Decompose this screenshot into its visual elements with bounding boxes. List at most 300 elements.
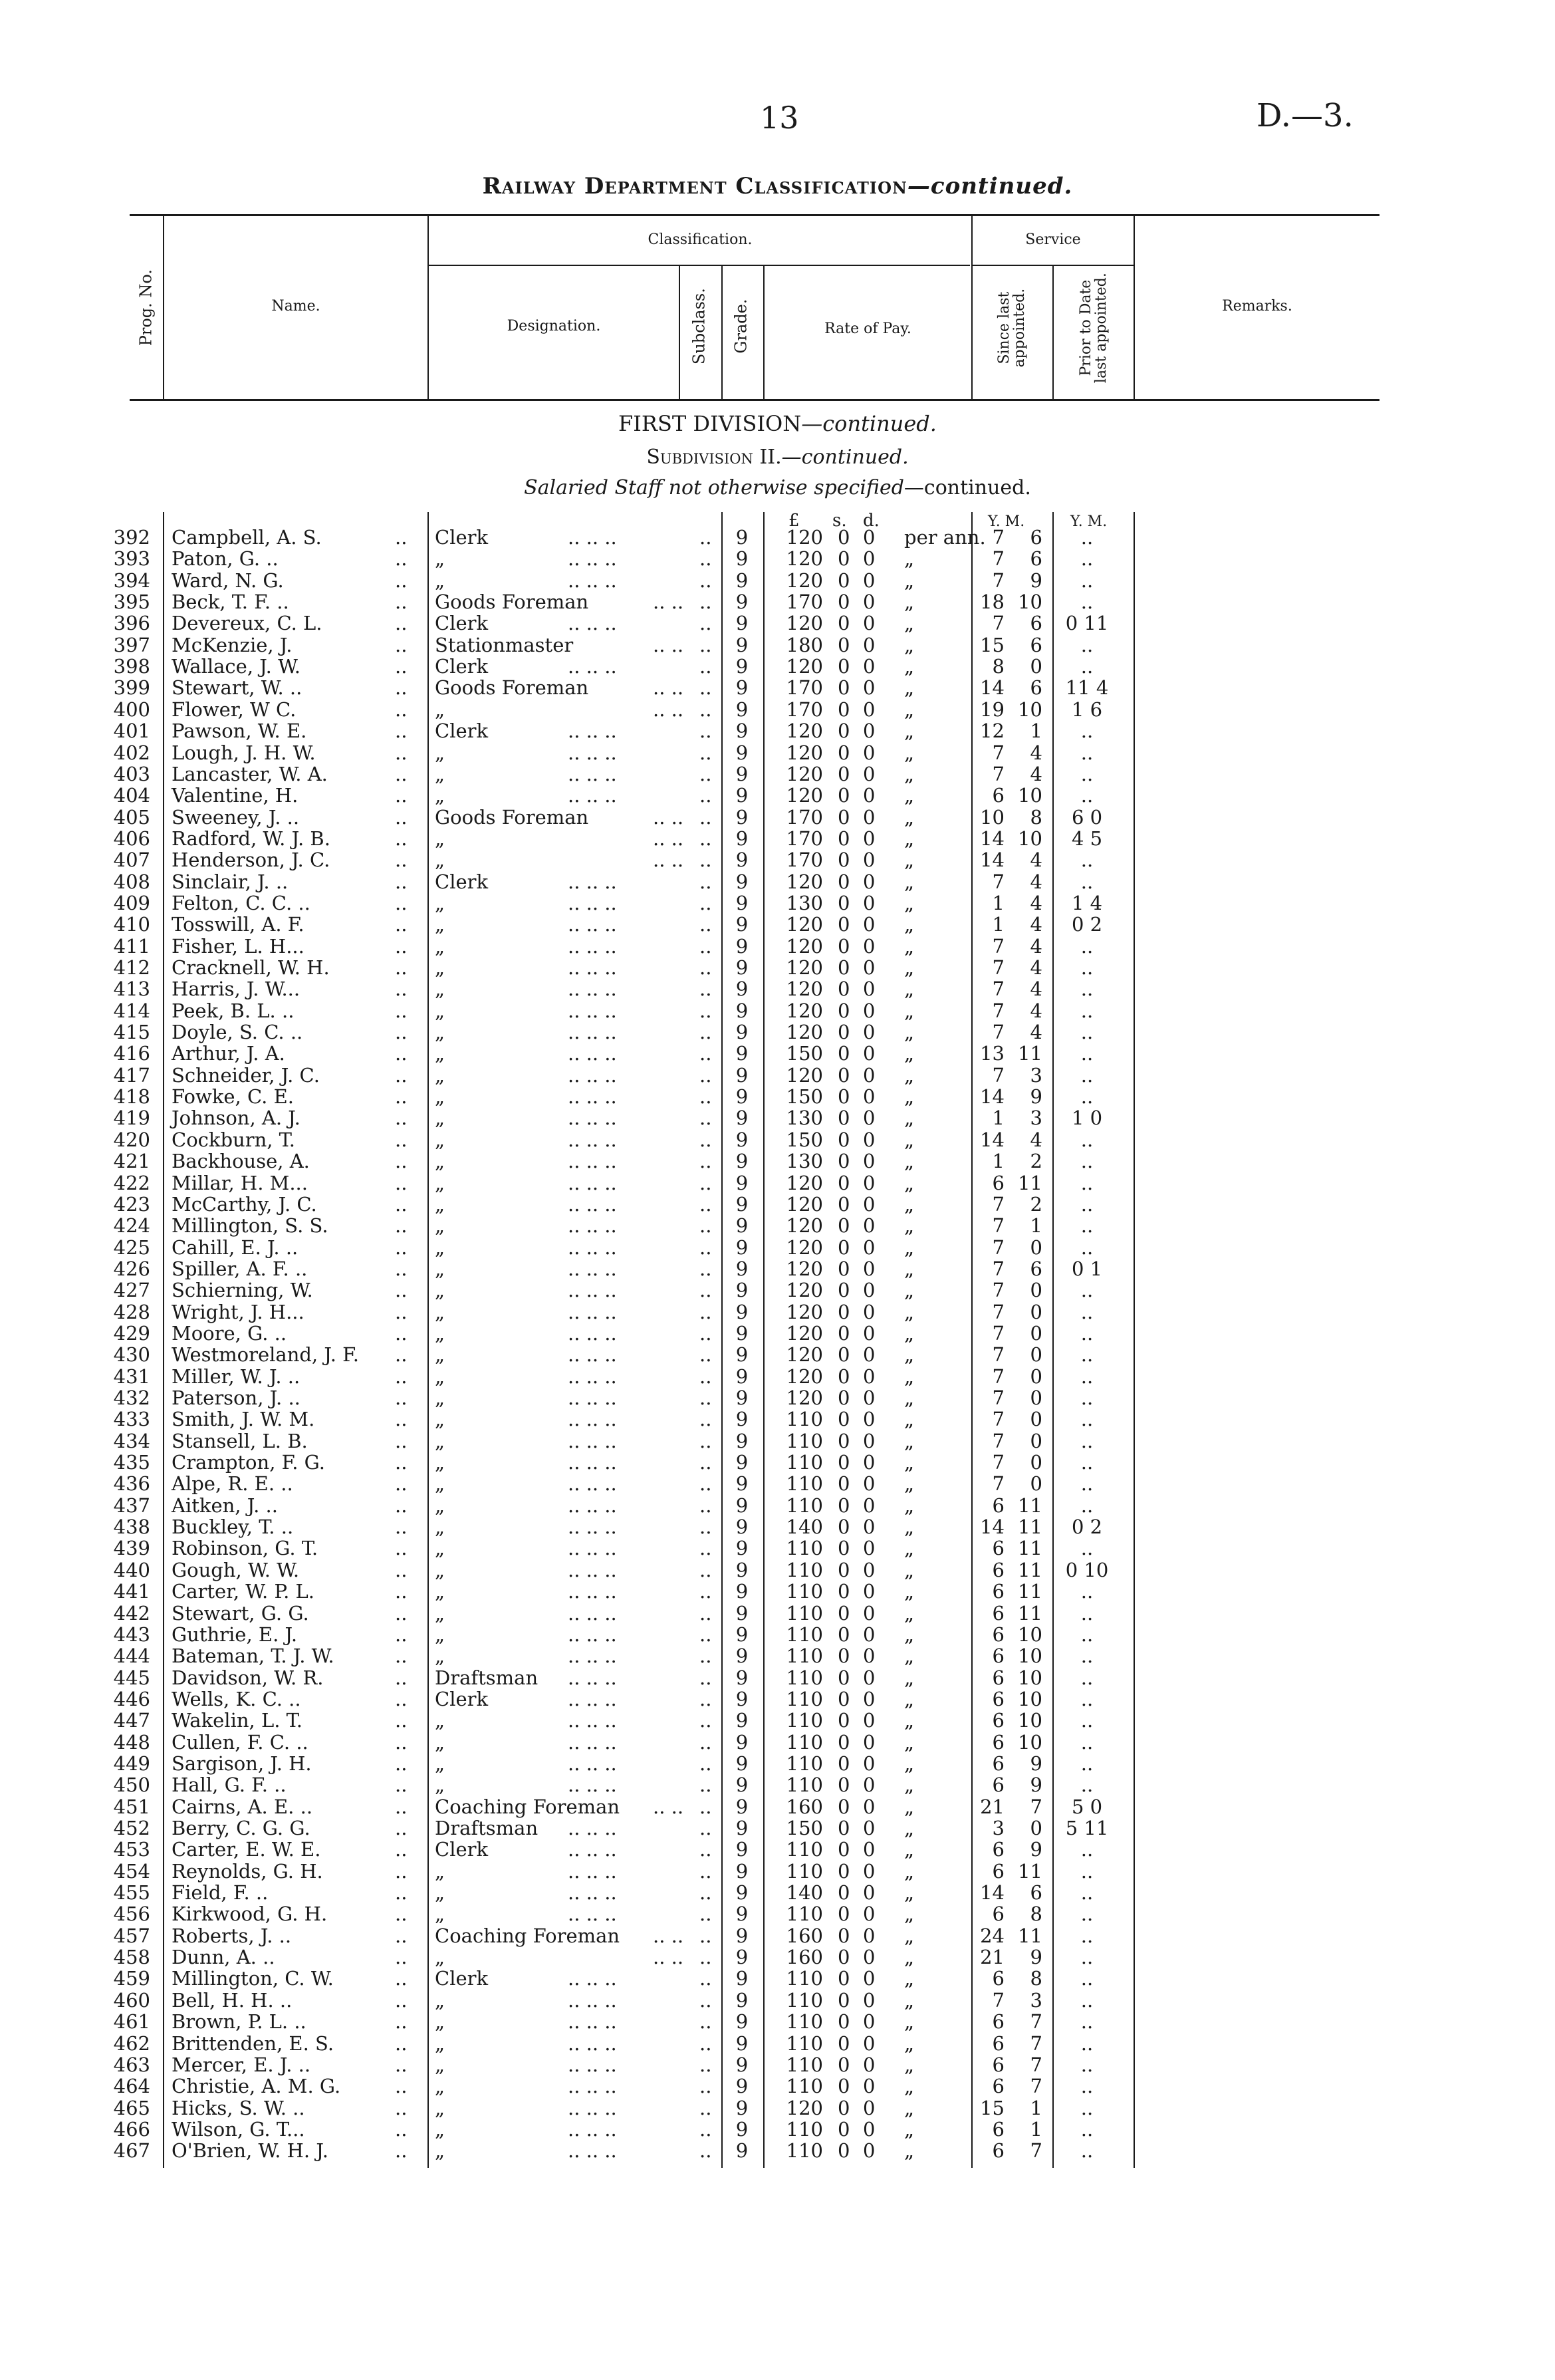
- leader-dots: ..: [699, 1192, 712, 1216]
- employee-name: Schneider, J. C.: [172, 1063, 320, 1087]
- leader-dots: ..: [699, 633, 712, 656]
- leader-dots: .. .. ..: [568, 1817, 617, 1839]
- prog-number: 446: [113, 1687, 150, 1710]
- employee-name: Gough, W. W.: [172, 1558, 300, 1581]
- grade: 9: [735, 762, 749, 785]
- pay-pounds: 150: [786, 1085, 823, 1109]
- prior-service: ..: [1080, 1730, 1094, 1754]
- grade: 9: [735, 1128, 749, 1151]
- leader-dots: ..: [395, 1838, 408, 1861]
- prior-service: ..: [1080, 978, 1094, 1001]
- leader-dots: .. .. ..: [568, 1236, 617, 1259]
- service-years: 1: [992, 1107, 1005, 1130]
- pay-pounds: 120: [786, 1192, 823, 1216]
- service-years: 7: [992, 956, 1005, 979]
- grade: 9: [735, 1321, 749, 1345]
- table-row: [0, 656, 1555, 677]
- pay-pounds: 120: [786, 913, 823, 936]
- service-years: 21: [980, 1795, 1005, 1818]
- service-months: 1: [1030, 1214, 1042, 1238]
- pay-period: „: [904, 1967, 915, 1990]
- pay-period: „: [904, 1451, 915, 1474]
- pay-shillings: 0: [838, 1903, 850, 1926]
- prior-service: ..: [1080, 784, 1094, 807]
- designation: „: [435, 2117, 445, 2141]
- leader-dots: .. .. ..: [568, 1429, 617, 1452]
- leader-dots: ..: [699, 1924, 712, 1947]
- grade: 9: [735, 1279, 749, 1302]
- pay-shillings: 0: [838, 1343, 850, 1367]
- leader-dots: ..: [395, 2096, 408, 2119]
- table-row: [0, 1753, 1555, 1774]
- service-years: 6: [992, 1730, 1005, 1754]
- grade: 9: [735, 676, 749, 700]
- designation: „: [435, 1343, 445, 1367]
- prog-number: 409: [113, 891, 150, 914]
- leader-dots: ..: [395, 1279, 408, 1302]
- grade: 9: [735, 547, 749, 571]
- pay-shillings: 0: [838, 1192, 850, 1216]
- prog-number: 448: [113, 1730, 150, 1754]
- table-row: [0, 1344, 1555, 1365]
- employee-name: Ward, N. G.: [172, 569, 284, 592]
- prog-number: 442: [113, 1601, 150, 1625]
- leader-dots: ..: [699, 1021, 712, 1044]
- pay-shillings: 0: [838, 1171, 850, 1194]
- pay-shillings: 0: [838, 1063, 850, 1087]
- employee-name: Smith, J. W. M.: [172, 1408, 315, 1431]
- employee-name: Arthur, J. A.: [172, 1042, 285, 1065]
- table-row: [0, 1408, 1555, 1430]
- service-years: 7: [992, 1021, 1005, 1044]
- leader-dots: .. .. ..: [568, 612, 617, 635]
- leader-dots: .. ..: [653, 827, 684, 850]
- prior-service: ..: [1080, 1752, 1094, 1775]
- prior-service: 1 4: [1071, 891, 1103, 914]
- pay-pounds: 110: [786, 1580, 823, 1603]
- leader-dots: ..: [699, 591, 712, 614]
- pay-period: „: [904, 1903, 915, 1926]
- employee-name: Stewart, G. G.: [172, 1601, 309, 1625]
- leader-dots: .. .. ..: [568, 1300, 617, 1323]
- employee-name: Carter, E. W. E.: [172, 1838, 321, 1861]
- designation: „: [435, 1150, 445, 1173]
- designation: „: [435, 934, 445, 958]
- pay-pounds: 150: [786, 1128, 823, 1151]
- prog-number: 412: [113, 956, 150, 979]
- leader-dots: ..: [395, 1451, 408, 1474]
- page-title: [0, 173, 1555, 199]
- pay-period: „: [904, 805, 915, 829]
- header-prior: Prior to Date last appointed.: [1077, 273, 1110, 384]
- service-months: 0: [1030, 1365, 1042, 1388]
- pay-shillings: 0: [838, 1365, 850, 1388]
- leader-dots: ..: [395, 870, 408, 893]
- leader-dots: ..: [395, 1128, 408, 1151]
- leader-dots: .. .. ..: [568, 569, 617, 592]
- employee-name: Cullen, F. C. ..: [172, 1730, 308, 1754]
- service-months: 3: [1030, 1107, 1042, 1130]
- pay-pounds: 110: [786, 2032, 823, 2055]
- service-years: 6: [992, 1967, 1005, 1990]
- table-row: [0, 527, 1555, 548]
- table-row: [0, 720, 1555, 741]
- leader-dots: ..: [395, 1537, 408, 1560]
- service-months: 7: [1030, 2053, 1042, 2076]
- pay-shillings: 0: [838, 891, 850, 914]
- service-months: 11: [1018, 1558, 1042, 1581]
- pay-pounds: 170: [786, 805, 823, 829]
- leader-dots: ..: [395, 978, 408, 1001]
- service-months: 3: [1030, 1063, 1042, 1087]
- table-row: [0, 871, 1555, 892]
- table-row: [0, 1150, 1555, 1172]
- pay-shillings: 0: [838, 1387, 850, 1409]
- leader-dots: .. .. ..: [568, 1150, 617, 1173]
- leader-dots: .. .. ..: [568, 2032, 617, 2055]
- prior-service: ..: [1080, 1300, 1094, 1323]
- prog-number: 437: [113, 1494, 150, 1517]
- table-row: [0, 2097, 1555, 2119]
- pay-pounds: 170: [786, 698, 823, 721]
- grade: 9: [735, 1774, 749, 1797]
- pay-pounds: 130: [786, 1107, 823, 1130]
- prog-number: 410: [113, 913, 150, 936]
- service-months: 0: [1030, 1472, 1042, 1496]
- prog-number: 395: [113, 591, 150, 614]
- pay-shillings: 0: [838, 913, 850, 936]
- leader-dots: .. .. ..: [568, 1580, 617, 1603]
- pay-shillings: 0: [838, 569, 850, 592]
- leader-dots: ..: [395, 1709, 408, 1732]
- leader-dots: ..: [699, 934, 712, 958]
- pay-shillings: 0: [838, 1946, 850, 1969]
- leader-dots: .. .. ..: [568, 1666, 617, 1689]
- leader-dots: ..: [395, 676, 408, 700]
- pay-pence: 0: [863, 2096, 876, 2119]
- leader-dots: ..: [395, 1321, 408, 1345]
- prior-service: ..: [1080, 1967, 1094, 1990]
- service-years: 7: [992, 978, 1005, 1001]
- pay-pounds: 130: [786, 891, 823, 914]
- service-months: 0: [1030, 1429, 1042, 1452]
- service-months: 4: [1030, 1128, 1042, 1151]
- table-row: [0, 1667, 1555, 1688]
- service-months: 0: [1030, 1343, 1042, 1367]
- designation: „: [435, 891, 445, 914]
- prog-number: 421: [113, 1150, 150, 1173]
- pay-period: „: [904, 2010, 915, 2034]
- leader-dots: .. .. ..: [568, 526, 617, 549]
- service-years: 7: [992, 1279, 1005, 1302]
- service-years: 7: [992, 1429, 1005, 1452]
- prog-number: 462: [113, 2032, 150, 2055]
- pay-pounds: 120: [786, 1300, 823, 1323]
- pay-pounds: 120: [786, 720, 823, 743]
- leader-dots: ..: [699, 547, 712, 571]
- table-row: [0, 914, 1555, 935]
- table-row: [0, 1279, 1555, 1301]
- leader-dots: ..: [699, 1063, 712, 1087]
- service-years: 7: [992, 1257, 1005, 1280]
- designation: „: [435, 1645, 445, 1668]
- subdivision-suffix: —continued.: [781, 446, 909, 469]
- prog-number: 444: [113, 1645, 150, 1668]
- designation: Coaching Foreman: [435, 1924, 620, 1947]
- designation: „: [435, 1988, 445, 2012]
- service-months: 8: [1030, 1967, 1042, 1990]
- pay-pounds: 120: [786, 1365, 823, 1388]
- pay-pence: 0: [863, 1709, 876, 1732]
- pay-pounds: 110: [786, 2139, 823, 2163]
- employee-name: Doyle, S. C. ..: [172, 1021, 303, 1044]
- pay-shillings: 0: [838, 720, 850, 743]
- service-months: 4: [1030, 870, 1042, 893]
- pay-shillings: 0: [838, 784, 850, 807]
- service-years: 24: [980, 1924, 1005, 1947]
- pay-shillings: 0: [838, 1429, 850, 1452]
- prior-service: ..: [1080, 1279, 1094, 1302]
- prog-number: 426: [113, 1257, 150, 1280]
- service-months: 9: [1030, 1752, 1042, 1775]
- leader-dots: ..: [395, 1580, 408, 1603]
- leader-dots: .. .. ..: [568, 891, 617, 914]
- leader-dots: .. .. ..: [568, 2096, 617, 2119]
- grade: 9: [735, 1192, 749, 1216]
- leader-dots: ..: [395, 1623, 408, 1646]
- leader-dots: ..: [699, 784, 712, 807]
- service-months: 1: [1030, 720, 1042, 743]
- leader-dots: .. .. ..: [568, 1623, 617, 1646]
- leader-dots: ..: [395, 1666, 408, 1689]
- leader-dots: ..: [699, 1967, 712, 1990]
- pay-pounds: 110: [786, 1408, 823, 1431]
- prog-number: 447: [113, 1709, 150, 1732]
- pay-shillings: 0: [838, 1494, 850, 1517]
- service-years: 6: [992, 1859, 1005, 1883]
- pay-pounds: 110: [786, 2117, 823, 2141]
- pay-period: „: [904, 1085, 915, 1109]
- table-row: [0, 1301, 1555, 1323]
- pay-pence: 0: [863, 805, 876, 829]
- designation: „: [435, 1214, 445, 1238]
- pay-pence: 0: [863, 978, 876, 1001]
- prog-number: 445: [113, 1666, 150, 1689]
- table-row: [0, 1194, 1555, 1215]
- pay-pence: 0: [863, 1365, 876, 1388]
- leader-dots: ..: [395, 934, 408, 958]
- employee-name: Paterson, J. ..: [172, 1387, 300, 1409]
- pay-pence: 0: [863, 1838, 876, 1861]
- pay-shillings: 0: [838, 2117, 850, 2141]
- leader-dots: ..: [395, 1967, 408, 1990]
- leader-dots: ..: [699, 2139, 712, 2163]
- designation: „: [435, 2032, 445, 2055]
- table-row: [0, 1796, 1555, 1817]
- service-months: 7: [1030, 2075, 1042, 2098]
- prior-service: ..: [1080, 526, 1094, 549]
- pay-pence: 0: [863, 1924, 876, 1947]
- prior-service: ..: [1080, 1321, 1094, 1345]
- prior-service: ..: [1080, 1859, 1094, 1883]
- header-name: Name.: [271, 298, 320, 315]
- prior-service: 0 11: [1065, 612, 1109, 635]
- pay-shillings: 0: [838, 1601, 850, 1625]
- prior-service: ..: [1080, 870, 1094, 893]
- designation: Coaching Foreman: [435, 1795, 620, 1818]
- pay-period: „: [904, 1408, 915, 1431]
- pay-pence: 0: [863, 1558, 876, 1581]
- employee-name: Davidson, W. R.: [172, 1666, 324, 1689]
- prog-number: 430: [113, 1343, 150, 1367]
- pay-pence: 0: [863, 1085, 876, 1109]
- grade: 9: [735, 1365, 749, 1388]
- service-years: 6: [992, 2139, 1005, 2163]
- pay-pence: 0: [863, 1623, 876, 1646]
- division-title: [0, 411, 1555, 436]
- prog-number: 464: [113, 2075, 150, 2098]
- leader-dots: ..: [395, 1859, 408, 1883]
- leader-dots: .. ..: [653, 849, 684, 872]
- table-row: [0, 1043, 1555, 1064]
- pay-pounds: 120: [786, 2096, 823, 2119]
- employee-name: Wells, K. C. ..: [172, 1687, 301, 1710]
- prior-service: ..: [1080, 956, 1094, 979]
- leader-dots: ..: [395, 1192, 408, 1216]
- leader-dots: .. .. ..: [568, 1387, 617, 1409]
- pay-pence: 0: [863, 784, 876, 807]
- pay-period: „: [904, 655, 915, 678]
- service-months: 6: [1030, 676, 1042, 700]
- service-years: 1: [992, 1150, 1005, 1173]
- grade: 9: [735, 805, 749, 829]
- leader-dots: ..: [395, 1429, 408, 1452]
- designation: „: [435, 698, 445, 721]
- pay-shillings: 0: [838, 1967, 850, 1990]
- grade: 9: [735, 1085, 749, 1109]
- service-years: 14: [980, 1881, 1005, 1905]
- pay-shillings: 0: [838, 1321, 850, 1345]
- prior-service: ..: [1080, 762, 1094, 785]
- leader-dots: .. .. ..: [568, 2139, 617, 2163]
- leader-dots: ..: [699, 720, 712, 743]
- prog-number: 438: [113, 1516, 150, 1539]
- employee-name: Mercer, E. J. ..: [172, 2053, 311, 2076]
- leader-dots: .. .. ..: [568, 1063, 617, 1087]
- grade: 9: [735, 1601, 749, 1625]
- designation: „: [435, 956, 445, 979]
- service-years: 7: [992, 547, 1005, 571]
- pay-period: „: [904, 698, 915, 721]
- prior-service: ..: [1080, 569, 1094, 592]
- leader-dots: ..: [395, 1730, 408, 1754]
- pay-pence: 0: [863, 547, 876, 571]
- prog-number: 431: [113, 1365, 150, 1388]
- prog-number: 427: [113, 1279, 150, 1302]
- prior-service: ..: [1080, 2139, 1094, 2163]
- service-months: 6: [1030, 526, 1042, 549]
- pay-pounds: 120: [786, 1171, 823, 1194]
- leader-dots: .. .. ..: [568, 1321, 617, 1345]
- pay-shillings: 0: [838, 1666, 850, 1689]
- leader-dots: ..: [395, 999, 408, 1022]
- service-years: 6: [992, 1580, 1005, 1603]
- pay-shillings: 0: [838, 1085, 850, 1109]
- employee-name: Millington, S. S.: [172, 1214, 328, 1238]
- service-years: 14: [980, 676, 1005, 700]
- pay-period: „: [904, 849, 915, 872]
- service-years: 6: [992, 1903, 1005, 1926]
- pay-period: „: [904, 633, 915, 656]
- designation: Clerk: [435, 655, 489, 678]
- prior-service: ..: [1080, 1042, 1094, 1065]
- grade: 9: [735, 1214, 749, 1238]
- pay-pence: 0: [863, 956, 876, 979]
- leader-dots: .. .. ..: [568, 1408, 617, 1431]
- grade: 9: [735, 1580, 749, 1603]
- prog-number: 432: [113, 1387, 150, 1409]
- designation: Goods Foreman: [435, 591, 589, 614]
- designation: „: [435, 1171, 445, 1194]
- leader-dots: .. .. ..: [568, 1042, 617, 1065]
- pay-pence: 0: [863, 1042, 876, 1065]
- pay-shillings: 0: [838, 547, 850, 571]
- pay-period: „: [904, 1171, 915, 1194]
- subdivision-title: [0, 446, 1555, 469]
- employee-name: Hicks, S. W. ..: [172, 2096, 305, 2119]
- service-months: 2: [1030, 1150, 1042, 1173]
- designation: Clerk: [435, 720, 489, 743]
- pay-shillings: 0: [838, 870, 850, 893]
- table-row: [0, 742, 1555, 763]
- table-row: [0, 1430, 1555, 1452]
- leader-dots: .. .. ..: [568, 1752, 617, 1775]
- leader-dots: ..: [699, 1343, 712, 1367]
- leader-dots: .. .. ..: [568, 2075, 617, 2098]
- table-row: [0, 1129, 1555, 1150]
- leader-dots: ..: [395, 698, 408, 721]
- leader-dots: ..: [699, 1085, 712, 1109]
- designation: „: [435, 1752, 445, 1775]
- pay-period: „: [904, 1042, 915, 1065]
- leader-dots: ..: [699, 1838, 712, 1861]
- table-row: [0, 1946, 1555, 1968]
- leader-dots: ..: [395, 1494, 408, 1517]
- service-years: 7: [992, 1472, 1005, 1496]
- pay-period: „: [904, 1063, 915, 1087]
- pay-pence: 0: [863, 1171, 876, 1194]
- pay-period: „: [904, 1128, 915, 1151]
- employee-name: Cockburn, T.: [172, 1128, 295, 1151]
- leader-dots: .. .. ..: [568, 978, 617, 1001]
- pay-pence: 0: [863, 2139, 876, 2163]
- pay-pence: 0: [863, 655, 876, 678]
- table-row: [0, 1732, 1555, 1753]
- employee-name: Wallace, J. W.: [172, 655, 301, 678]
- designation: „: [435, 1063, 445, 1087]
- employee-name: Kirkwood, G. H.: [172, 1903, 328, 1926]
- designation: „: [435, 2010, 445, 2034]
- pay-pounds: 170: [786, 676, 823, 700]
- pay-period: „: [904, 1838, 915, 1861]
- prog-number: 413: [113, 978, 150, 1001]
- pay-period: „: [904, 956, 915, 979]
- leader-dots: ..: [699, 569, 712, 592]
- service-months: 6: [1030, 633, 1042, 656]
- designation: „: [435, 1429, 445, 1452]
- service-years: 7: [992, 1192, 1005, 1216]
- service-months: 11: [1018, 1494, 1042, 1517]
